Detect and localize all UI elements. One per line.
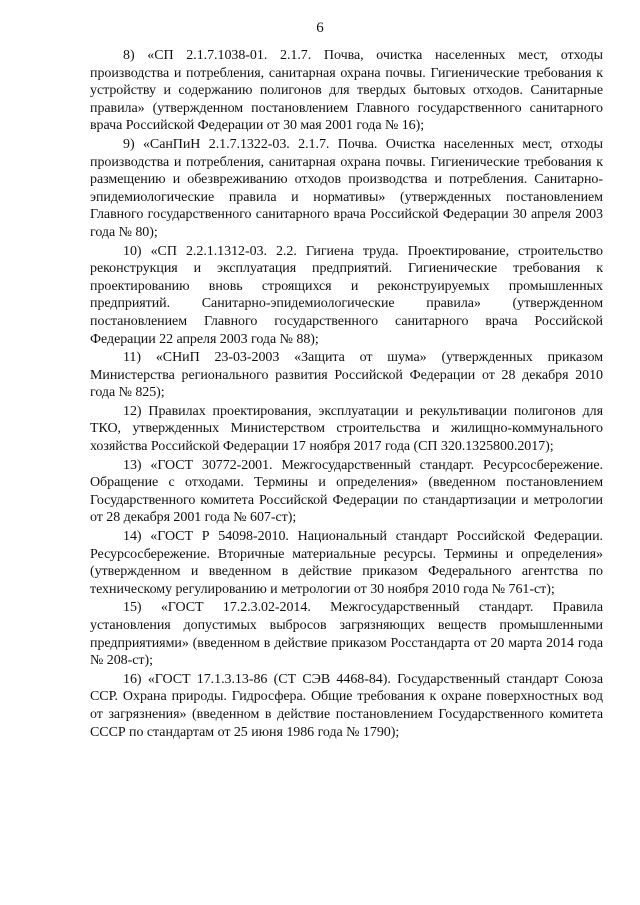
list-item-15: 15) «ГОСТ 17.2.3.02-2014. Межгосударственный стандарт. Правила установления допустимых выбросов загрязняющих веществ промышленными предприятиями» (введенном в действие приказом Росстандарта от 20 марта 2014 года № 208-ст); bbox=[90, 600, 603, 669]
list-item-16: 16) «ГОСТ 17.1.3.13-86 (СТ СЭВ 4468-84). Государственный стандарт Союза ССР. Охрана природы. Гидросфера. Общие требования к охране поверхностных вод от загрязнения» (введенном в действие постановлением Государственного комитета СССР по стандартам от 25 июня 1986 года № 1790); bbox=[90, 671, 603, 740]
page-number: 6 bbox=[316, 20, 324, 36]
list-item-12: 12) Правилах проектирования, эксплуатации и рекультивации полигонов для ТКО, утвержденных Министерством строительства и жилищно-коммунального хозяйства Российской Федерации 17 ноября 2017 года (СП 320.1325800.2017); bbox=[90, 403, 603, 455]
list-item-10: 10) «СП 2.2.1.1312-03. 2.2. Гигиена труда. Проектирование, строительство реконструкция и эксплуатация предприятий. Гигиенические требования к проектированию вновь строящихся и реконструируемых промышленных предприятий. Санитарно-эпидемиологические правила» (утвержденном постановлением Главного государственного санитарного врача Российской Федерации 22 апреля 2003 года № 88); bbox=[90, 243, 603, 347]
list-item-8: 8) «СП 2.1.7.1038-01. 2.1.7. Почва, очистка населенных мест, отходы производства и потребления, санитарная охрана почвы. Гигиенические требования к устройству и содержанию полигонов для твердых бытовых отходов. Санитарные правила» (утвержденном постановлением Главного государственного санитарного врача Российской Федерации от 30 мая 2001 года № 16); bbox=[90, 48, 603, 134]
list-item-13: 13) «ГОСТ 30772-2001. Межгосударственный стандарт. Ресурсосбережение. Обращение с отходами. Термины и определения» (введенном постановлением Государственного комитета Российской Федерации по стандартизации и метрологии от 28 декабря 2001 года № 607-ст); bbox=[90, 457, 603, 526]
list-item-11: 11) «СНиП 23-03-2003 «Защита от шума» (утвержденных приказом Министерства регионального развития Российской Федерации от 28 декабря 2010 года № 825); bbox=[90, 350, 603, 401]
list-item-14: 14) «ГОСТ Р 54098-2010. Национальный стандарт Российской Федерации. Ресурсосбережение. Вторичные материальные ресурсы. Термины и определения» (утвержденном и введенном в действие приказом Федерального агентства по техническому регулированию и метрологии от 30 ноября 2010 года № 761-ст); bbox=[90, 529, 603, 597]
list-item-9: 9) «СанПиН 2.1.7.1322-03. 2.1.7. Почва. Очистка населенных мест, отходы производства и потребления, санитарная охрана почвы. Гигиенические требования к размещению и обезвреживанию отходов производства и потребления. Санитарно-эпидемиологические правила и нормативы» (утвержденных постановлением Главного государственного санитарного врача Российской Федерации 30 апреля 2003 года № 80); bbox=[90, 136, 603, 240]
document-body bbox=[90, 47, 603, 742]
